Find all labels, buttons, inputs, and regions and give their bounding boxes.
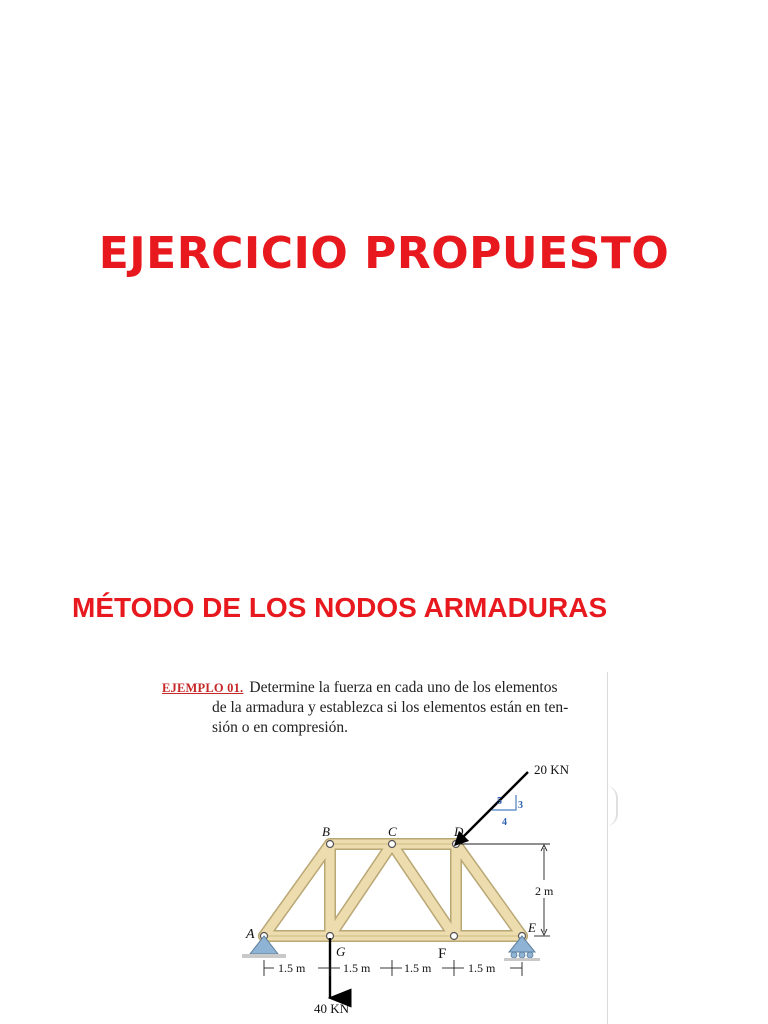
slope-hyp: 5 [497,796,502,807]
node-label-e: E [528,920,536,935]
truss-diagram [148,668,608,1024]
statement-line-1: Determine la fuerza en cada uno de los elementos [249,679,558,696]
statement-line-3: sión o en compresión. [212,719,349,736]
node-label-a: A [246,927,255,942]
span-1-label: 1.5 m [278,961,306,975]
node-label-d: D [454,824,464,839]
section-subtitle: MÉTODO DE LOS NODOS ARMADURAS [72,592,608,623]
slope-run: 4 [502,817,507,828]
page-title: EJERCICIO PROPUESTO [98,228,670,279]
height-label: 2 m [535,884,554,898]
truss-members [264,844,522,936]
statement-line-2: de la armadura y establezca si los elementos están en ten- [212,699,569,716]
load-40kn-label: 40 KN [314,1001,350,1016]
load-20kn-label: 20 KN [534,762,570,777]
span-4-label: 1.5 m [468,961,496,975]
node-label-b: B [322,824,330,839]
slope-rise: 3 [518,800,523,811]
problem-figure [148,668,608,1024]
span-2-label: 1.5 m [343,961,371,975]
page-edge-mark [606,786,618,826]
span-3-label: 1.5 m [404,961,432,975]
figure-frame-edge [607,672,608,1024]
node-label-f: F [438,946,447,962]
node-label-c: C [388,824,397,839]
example-label: EJEMPLO 01. [162,681,244,695]
node-label-g: G [336,944,346,959]
load-20kn [459,762,570,841]
